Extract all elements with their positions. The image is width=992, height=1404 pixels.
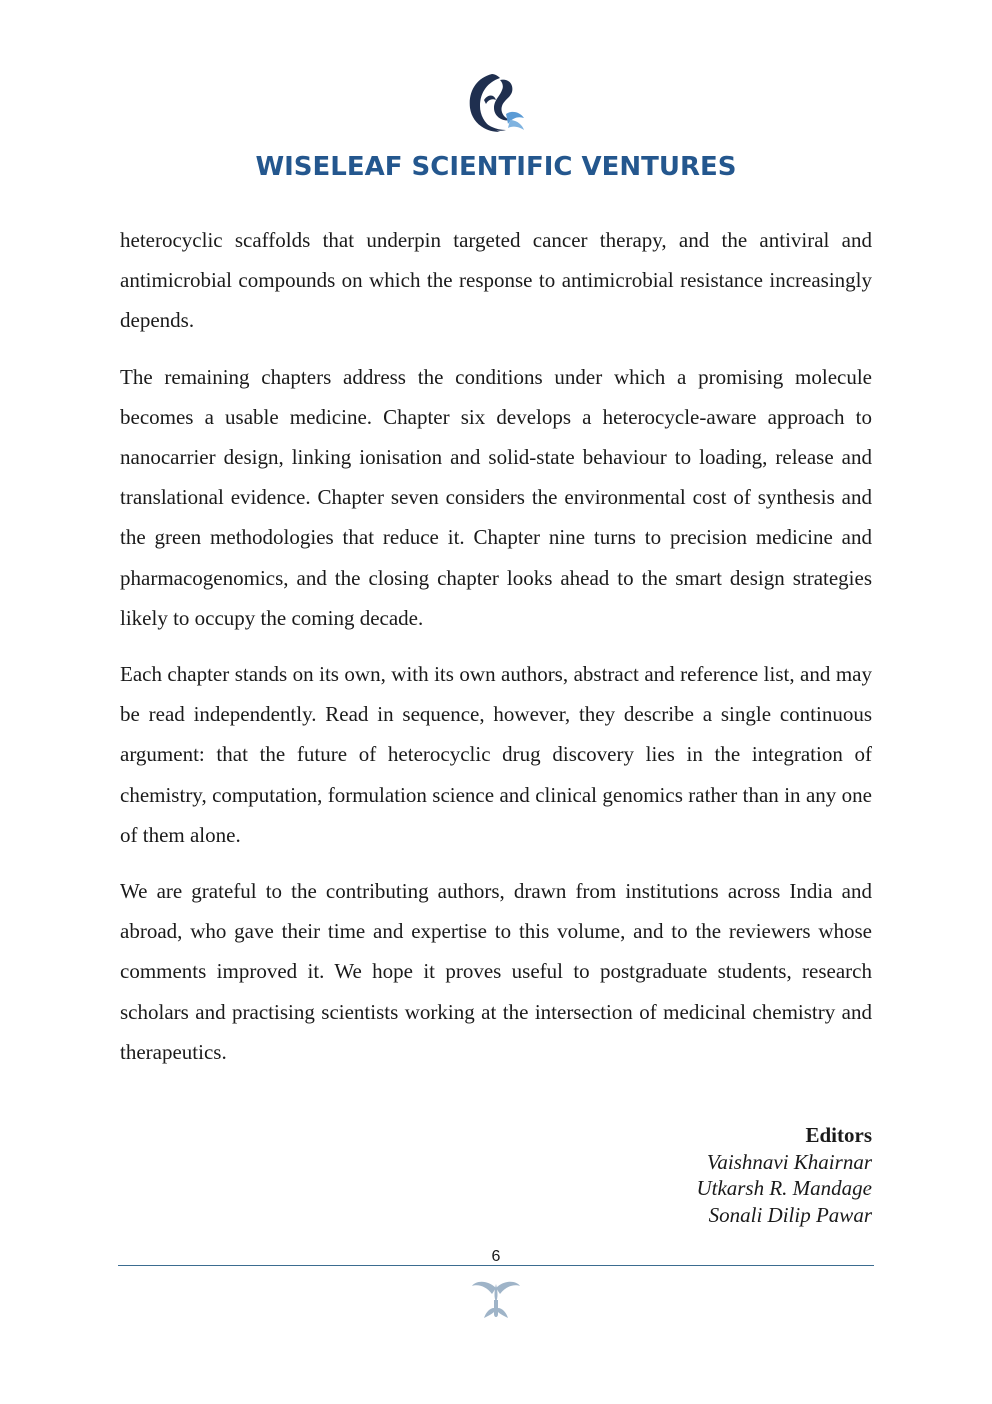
publisher-logo-icon <box>462 70 530 138</box>
editor-name: Utkarsh R. Mandage <box>696 1176 872 1200</box>
page-number: 6 <box>491 1248 501 1265</box>
footer-divider <box>118 1265 874 1266</box>
editor-name: Vaishnavi Khairnar <box>706 1149 872 1174</box>
publisher-name: WISELEAF SCIENTIFIC VENTURES <box>255 152 737 182</box>
editors-heading: Editors <box>805 1123 872 1147</box>
leaf-ornament-icon <box>470 1278 522 1322</box>
paragraph: We are grateful to the contributing authors, drawn from institutions across India and abroad, who gave their time and expertise to this volume, and to the reviewers whose comments improved it. We hope it proves useful to postgraduate students, research scholars and practising scientists working at the intersection of medicinal chemistry and therapeutics. <box>120 879 872 1064</box>
preface-body <box>120 220 872 1088</box>
paragraph: The remaining chapters address the conditions under which a promising molecule becomes a usable medicine. Chapter six develops a heterocycle-aware approach to nanocarrier design, linking ionisation and solid-state behaviour to loading, release and translational evidence. Chapter seven considers the environmental cost of synthesis and the green methodologies that reduce it. Chapter nine turns to precision medicine and pharmacogenomics, and the closing chapter looks ahead to the smart design strategies likely to occupy the coming decade. <box>120 364 872 630</box>
paragraph: heterocyclic scaffolds that underpin targeted cancer therapy, and the antiviral and antimicrobial compounds on which the response to antimicrobial resistance increasingly depends. <box>120 228 872 333</box>
paragraph: Each chapter stands on its own, with its own authors, abstract and reference list, and may be read independently. Read in sequence, however, they describe a single continuous argument: that the future of heterocyclic drug discovery lies in the integration of chemistry, computation, formulation science and clinical genomics rather than in any one of them alone. <box>120 662 872 847</box>
editors-signature <box>696 1122 872 1228</box>
editor-name: Sonali Dilip Pawar <box>708 1202 872 1227</box>
